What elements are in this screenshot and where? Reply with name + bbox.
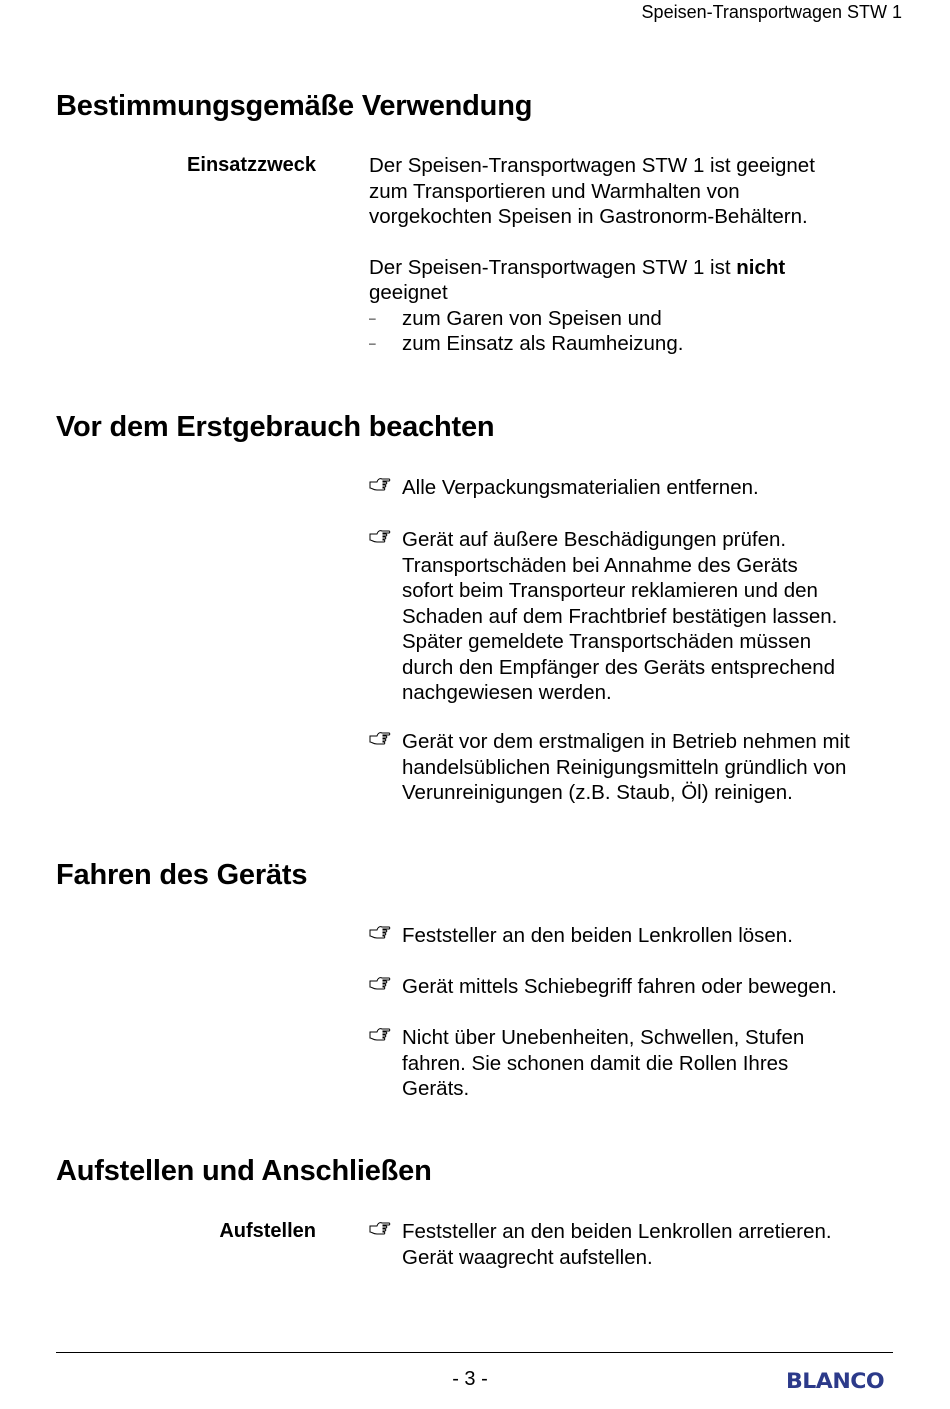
pointing-hand-icon — [369, 924, 391, 940]
not-suitable-lead: Der Speisen-Transportwagen STW 1 ist — [369, 255, 737, 279]
list-item-text: zum Einsatz als Raumheizung. — [402, 332, 684, 355]
instruction-item — [369, 1219, 909, 1270]
instruction-text: Feststeller an den beiden Lenkrollen lösen. — [402, 924, 793, 947]
instruction-text: Gerät auf äußere Beschädigungen prüfen. Transportschäden bei Annahme des Geräts sofort beim Transporteur reklamieren und den Schaden auf dem Frachtbrief bestätigen lassen. Später gemeldete Transportschäden müssen durch den Empfänger des Geräts entsprechend nachgewiesen werden. — [402, 528, 838, 704]
purpose-block — [369, 153, 909, 357]
pointing-hand-icon — [369, 975, 391, 991]
pointing-hand-icon — [369, 730, 391, 746]
instruction-text: Feststeller an den beiden Lenkrollen arretieren. Gerät waagrecht aufstellen. — [402, 1220, 832, 1269]
side-label-setup: Aufstellen — [219, 1220, 316, 1242]
instruction-text: Alle Verpackungsmaterialien entfernen. — [402, 476, 759, 499]
not-suitable-paragraph — [369, 255, 909, 306]
instruction-item — [369, 974, 909, 1000]
pointing-hand-icon — [369, 1220, 391, 1236]
pointing-hand-icon — [369, 528, 391, 544]
list-item — [369, 331, 909, 357]
instruction-item — [369, 923, 909, 949]
list-item — [369, 306, 909, 332]
section-heading-before-first-use: Vor dem Erstgebrauch beachten — [56, 411, 495, 443]
dash-icon: – — [369, 336, 376, 350]
page-number: - 3 - — [452, 1368, 488, 1390]
instruction-item — [369, 729, 909, 806]
section-heading-moving: Fahren des Geräts — [56, 859, 308, 891]
pointing-hand-icon — [369, 1026, 391, 1042]
instruction-item — [369, 1025, 909, 1102]
side-label-purpose: Einsatzzweck — [187, 154, 316, 176]
instruction-text: Nicht über Unebenheiten, Schwellen, Stufen fahren. Sie schonen damit die Rollen Ihres Geräts. — [402, 1026, 805, 1100]
brand-logo: BLANCO — [786, 1369, 885, 1393]
instruction-text: Gerät vor dem erstmaligen in Betrieb nehmen mit handelsüblichen Reinigungsmitteln gründlich von Verunreinigungen (z.B. Staub, Öl) reinigen. — [402, 730, 850, 804]
purpose-paragraph: Der Speisen-Transportwagen STW 1 ist geeignet zum Transportieren und Warmhalten von vorgekochten Speisen in Gastronorm-Behältern. — [369, 154, 815, 228]
section-heading-intended-use: Bestimmungsgemäße Verwendung — [56, 90, 533, 122]
not-suitable-tail: geeignet — [369, 281, 448, 304]
running-header: Speisen-Transportwagen STW 1 — [641, 2, 902, 22]
instruction-text: Gerät mittels Schiebegriff fahren oder bewegen. — [402, 975, 837, 998]
instruction-item — [369, 475, 909, 501]
instruction-item — [369, 527, 909, 706]
dash-icon: – — [369, 310, 376, 325]
list-item-text: zum Garen von Speisen und — [402, 306, 662, 330]
not-emphasis: nicht — [736, 255, 786, 279]
pointing-hand-icon — [369, 476, 391, 492]
footer-divider — [56, 1352, 893, 1353]
section-heading-setup: Aufstellen und Anschließen — [56, 1155, 432, 1187]
